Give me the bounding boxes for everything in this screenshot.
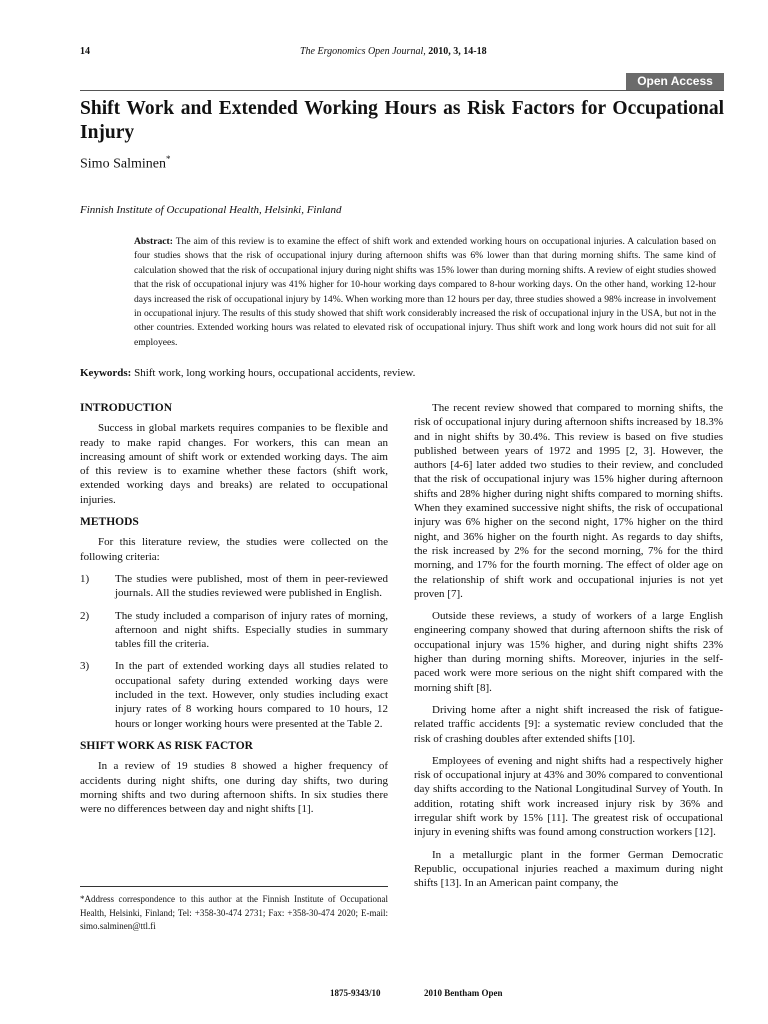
open-access-badge: Open Access [626, 73, 724, 90]
introduction-heading: INTRODUCTION [80, 402, 173, 414]
list-item [80, 572, 388, 601]
journal-name: The Ergonomics Open Journal, [300, 46, 426, 57]
list-item-text: The studies were published, most of them in peer-reviewed journals. All the studies reviewed were published in English. [115, 572, 388, 600]
abstract [134, 235, 716, 350]
shift-work-heading: SHIFT WORK AS RISK FACTOR [80, 739, 253, 752]
list-item-text: The study included a comparison of injury rates of morning, afternoon and night shifts. Especially studies in summary tables fill the criteria. [115, 609, 388, 651]
footer-publisher: 2010 Bentham Open [424, 988, 503, 998]
list-item-text: In the part of extended working days all studies related to occupational safety during extended working days were included in the text. However, only studies including exact injury rates of 8 working hours compared to 10 hours, 12 hours or longer working hours were presented at the Table 2. [115, 660, 388, 730]
author-mark: * [165, 154, 171, 164]
paragraph: Outside these reviews, a study of workers of a large English engineering company showed that during afternoon shifts the risk of occupational injury was 15% higher, and during night shifts 23% higher than during morning shifts. Moreover, injuries in the self-paced work were more serious on the night shift compared with the morning shift [8]. [414, 610, 723, 694]
paragraph: The recent review showed that compared to morning shifts, the risk of occupational injury during afternoon shifts increased by 18.3% and in night shifts by 30.4%. This review is based on five studies published between years of 1972 and 1995 [2, 3]. However, the authors [4-6] later added two studies to their review, and concluded that the risk of occupational injury was 15% higher during afternoon shifts and 28% higher during night shifts compared to morning shifts. When they examined successive night shifts, the risk of occupational injury was 6% higher on the second night, 17% higher on the third night, and 36% higher on the fourth night. As regards to day shifts, the risk increased by 2% for the second morning, 7% for the third morning, and 17% for the fourth morning. The effect of older age on the relationship of shift work and occupational injuries is not yet proven [7]. [414, 402, 723, 600]
keywords-text: Shift work, long working hours, occupational accidents, review. [134, 367, 416, 379]
paragraph: In a metallurgic plant in the former German Democratic Republic, occupational injuries reached a maximum during night shifts [13]. In an American paint company, the [414, 848, 723, 890]
keywords-label: Keywords: [80, 367, 132, 379]
citation: 2010, 3, 14-18 [428, 46, 487, 57]
paragraph: Employees of evening and night shifts had a respectively higher risk of occupational injury at 43% and 30% compared to conventional day shifts according to the National Longitudinal Survey of Youth. In addition, rotating shift work increased injury risk by 36% and irregular shift work by 15% [11]. The greatest risk of occupational injury in evening shifts was found among construction workers [12]. [414, 754, 723, 839]
list-item-number: 3) [80, 660, 90, 673]
author [80, 154, 170, 173]
left-column [80, 398, 388, 824]
methods-paragraph: For this literature review, the studies were collected on the following criteria: [80, 536, 388, 563]
header-rule [80, 90, 724, 91]
introduction-paragraph: Success in global markets requires companies to be flexible and ready to make rapid changes. For workers, this can mean an increasing amount of shift work or extended working days. The aim of this review is to examine whether these factors (shift work, extended working days and breaks) are related to occupational injuries. [80, 422, 388, 506]
abstract-label: Abstract: [134, 236, 173, 247]
article-title: Shift Work and Extended Working Hours as Risk Factors for Occupational Injury [80, 98, 724, 143]
criteria-list [80, 572, 388, 731]
paragraph: Driving home after a night shift increased the risk of fatigue-related traffic accidents [9]: a systematic review concluded that the risk of crashing doubles after extended shifts [10]. [414, 703, 723, 745]
shift-work-paragraph: In a review of 19 studies 8 showed a higher frequency of accidents during night shifts, one during day shifts, two during morning shifts and two during afternoon shifts. In six studies there were no differences between day and night shifts [1]. [80, 760, 388, 816]
page-number: 14 [80, 46, 90, 57]
keywords [80, 367, 415, 379]
author-name: Simo Salminen [80, 156, 166, 172]
running-head [300, 46, 487, 57]
affiliation: Finnish Institute of Occupational Health, Helsinki, Finland [80, 204, 342, 216]
footnote-rule [80, 886, 388, 887]
list-item-number: 1) [80, 572, 90, 585]
footer-issn: 1875-9343/10 [330, 988, 381, 998]
list-item-number: 2) [80, 609, 90, 622]
footnote: *Address correspondence to this author at the Finnish Institute of Occupational Health, Helsinki, Finland; Tel: +358-30-474 2731; Fax: +358-30-474 2020; E-mail: simo.salminen@ttl.fi [80, 894, 388, 931]
methods-heading: METHODS [80, 516, 139, 529]
right-column [414, 401, 723, 899]
list-item [80, 659, 388, 730]
abstract-text: The aim of this review is to examine the effect of shift work and extended working hours on occupational injuries. A calculation based on four studies shows that the risk of occupational injury during afternoon shifts was 6% lower than that during morning shifts. The same kind of calculation showed that the risk of occupational injury during night shifts was 15% lower than during morning shifts. A review of eight studies showed that the risk of occupational injury was 41% higher for 10-hour working days compared to 8-hour working days. On the other hand, working 12-hour days increased the risk of occupational injury by 14%. When working more than 12 hours per day, three studies showed a 98% increase in involvement in occupational injury. The results of this study showed that shift work considerably increased the risk of occupational injury in the USA, but not in the other countries. Extended working hours was related to elevated risk of occupational injury. Thus shift work and long work hours did not suit for all employees. [134, 236, 716, 348]
list-item [80, 609, 388, 652]
